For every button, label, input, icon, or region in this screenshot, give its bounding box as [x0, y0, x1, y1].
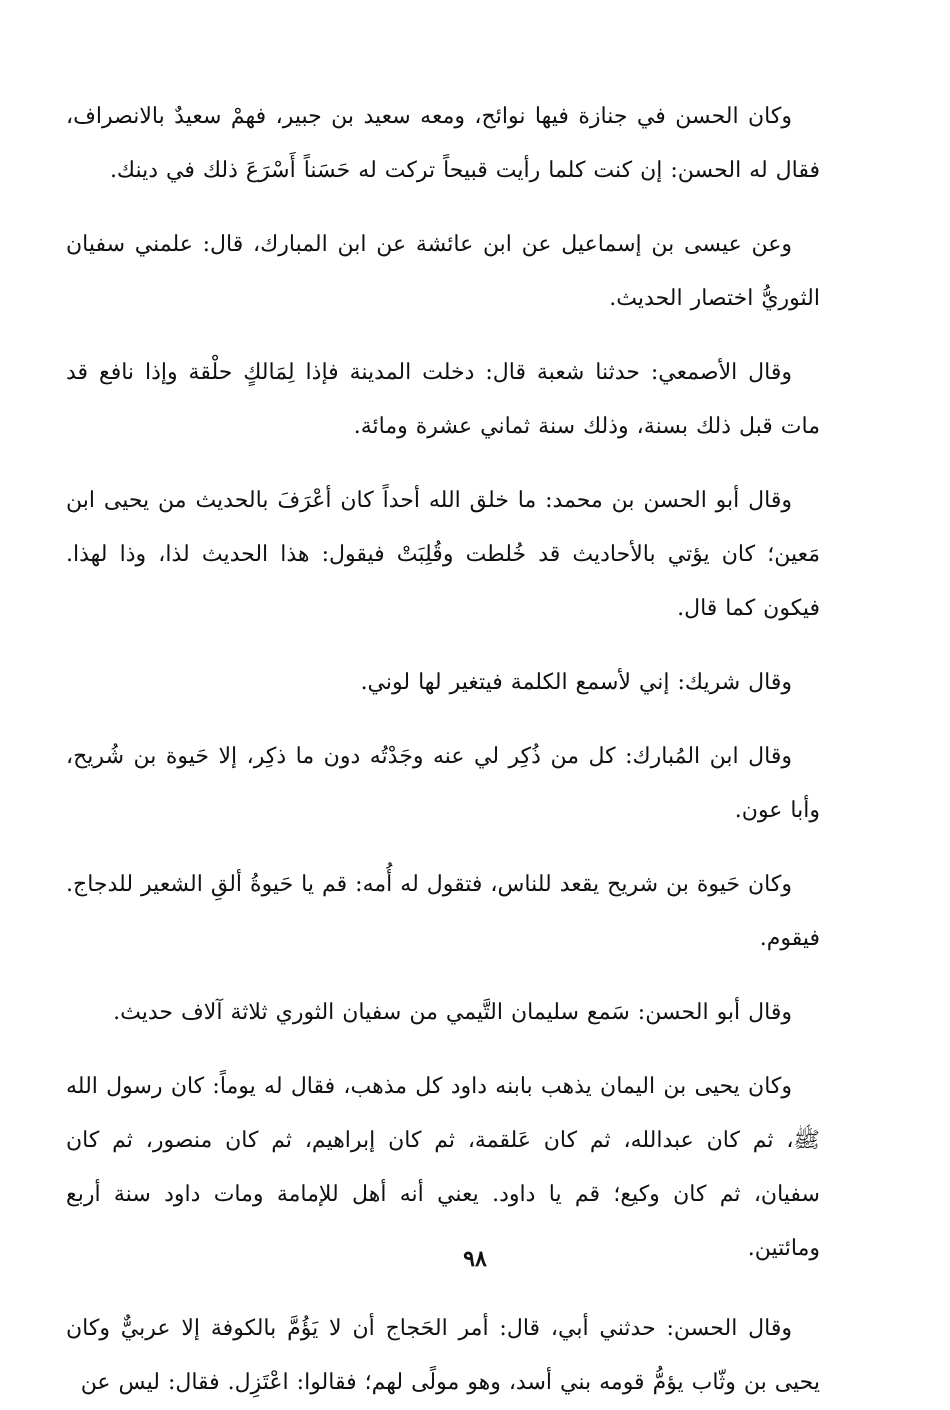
- paragraph-isa-ibn-ismail: وعن عيسى بن إسماعيل عن ابن عائشة عن ابن المبارك، قال: علمني سفيان الثوريُّ اختصار الحديث.: [66, 232, 820, 311]
- paragraph-sharik: وقال شريك: إني لأسمع الكلمة فيتغير لها لوني.: [360, 670, 792, 695]
- document-page: [66, 90, 820, 1395]
- paragraph-abu-al-hasan-yahya-ibn-main: وقال أبو الحسن بن محمد: ما خلق الله أحداً كان أعْرَفَ بالحديث من يحيى ابن مَعين؛ كان يؤتي بالأحاديث قد خُلطت وقُلِبَتْ فيقول: هذا الحديث لذا، وذا لهذا. فيكون كما قال.: [66, 488, 820, 621]
- paragraph-ibn-al-mubarak: وقال ابن المُبارك: كل من ذُكِر لي عنه وجَدْتُه دون ما ذكِر، إلا حَيوة بن شُريح، وأبا عون.: [66, 744, 820, 823]
- paragraph-hasan-funeral: وكان الحسن في جنازة فيها نوائح، ومعه سعيد بن جبير، فهمْ سعيدٌ بالانصراف، فقال له الحسن: إن كنت كلما رأيت قبيحاً تركت له حَسَناً أَسْرَعَ ذلك في دينك.: [66, 104, 820, 183]
- paragraph-yahya-ibn-al-yaman: وكان يحيى بن اليمان يذهب بابنه داود كل مذهب، فقال له يوماً: كان رسول الله ﷺ، ثم كان عبدالله، ثم كان عَلقمة، ثم كان إبراهيم، ثم كان منصور، ثم كان سفيان، ثم كان وكيع؛ قم يا داود. يعني أنه أهل للإمامة ومات داود سنة أربع ومائتين.: [66, 1074, 820, 1261]
- paragraph-asmai: وقال الأصمعي: حدثنا شعبة قال: دخلت المدينة فإذا لِمَالكٍ حلْقة وإذا نافع قد مات قبل ذلك بسنة، وذلك سنة ثماني عشرة ومائة.: [66, 360, 820, 439]
- paragraph-haywa-ibn-shurayh: وكان حَيوة بن شريح يقعد للناس، فتقول له أُمه: قم يا حَيوةُ ألقِ الشعير للدجاج. فيقوم.: [66, 872, 820, 951]
- paragraph-hajjaj-order: وقال الحسن: حدثني أبي، قال: أمر الحَجاج أن لا يَؤُمَّ بالكوفة إلا عربيٌّ وكان يحيى بن وثّاب يؤمُّ قومه بني أسد، وهو مولًى لهم؛ فقالوا: اعْتَزِل. فقال: ليس عن: [66, 1316, 820, 1395]
- page-number: ٩٨: [463, 1246, 487, 1272]
- paragraph-sulayman-al-taymi: وقال أبو الحسن: سَمع سليمان التَّيمي من سفيان الثوري ثلاثة آلاف حديث.: [113, 1000, 792, 1025]
